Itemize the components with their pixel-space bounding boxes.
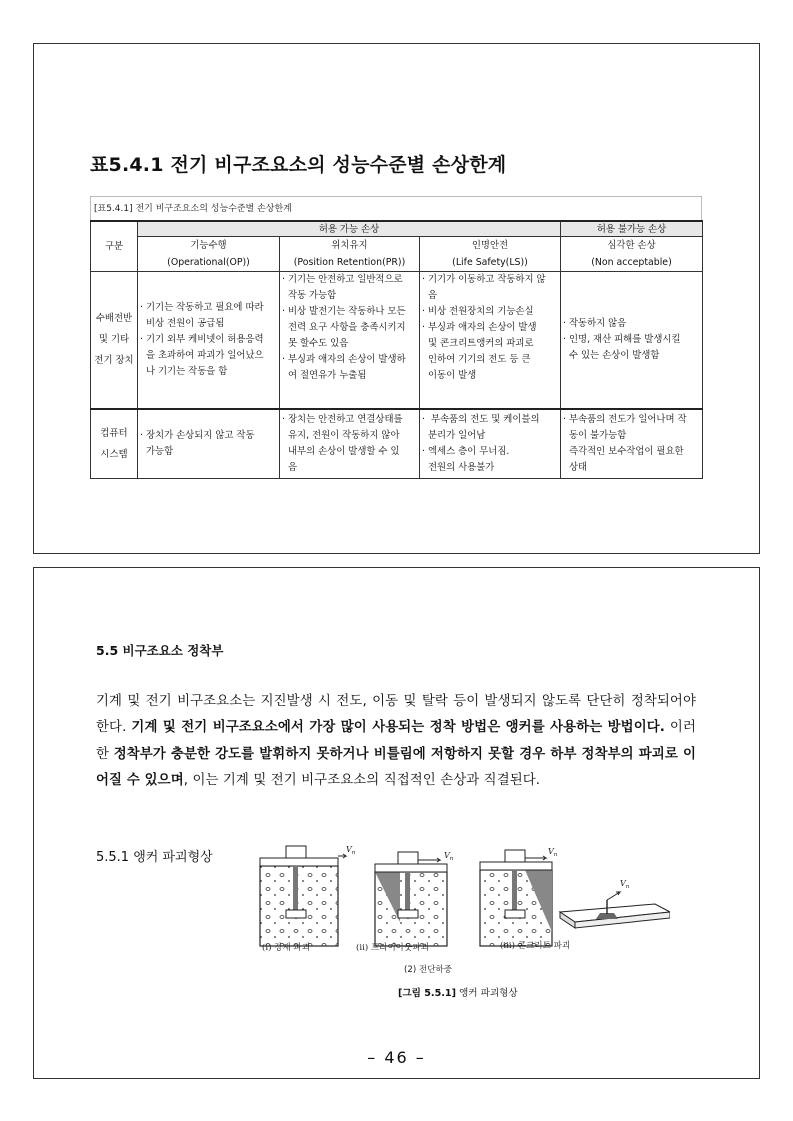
table-cell: · 기기는 안전하고 일반적으로 작동 가능함 · 비상 발전기는 작동하나 모든 전력 요구 사항을 충족시키지 못 할수도 있음 · 부싱과 애자의 손상이 발생하 여 절연유가 누출됨 [280,272,420,409]
pryout-failure-drawing [375,852,447,946]
table-cell: · 기기는 작동하고 필요에 따라 비상 전원이 공급됨 · 기기 외부 케비넷이 허용응력 을 초과하여 파괴가 일어났으 나 기기는 작동을 함 [138,272,280,409]
table-subheader-row [91,237,703,272]
table-cell: · 부속품의 전도가 일어나며 작 동이 불가능함 즉각적인 보수작업이 필요한 상태 [561,409,703,479]
table-cell: · 부속품의 전도 및 케이블의 분리가 일어남 · 엑세스 층이 무너짐. 전원의 사용불가 [420,409,561,479]
anchor-failure-figure [250,842,670,1002]
load-symbol-4: $V_n$ [620,879,630,890]
col-header-ls: 인명안전 (Life Safety(LS)) [420,237,561,272]
section-title: 표5.4.1 전기 비구조요소의 성능수준별 손상한계 [90,154,507,176]
table-cell: · 작동하지 않음 · 인명, 재산 피해를 발생시킬 수 있는 손상이 발생함 [561,272,703,409]
table-cell: · 장치가 손상되지 않고 작동 가능함 [138,409,280,479]
col-header-na: 심각한 손상 (Non acceptable) [561,237,703,272]
fig-label-steel: (i) 강재 파괴 [262,943,311,953]
fig-label-pryout: (ii) 프라이아웃파괴 [356,943,430,953]
table-header-row [91,221,703,237]
col-category-header: 구분 [91,221,138,272]
load-symbol-2: $V_n$ [444,851,454,862]
col-header-op: 기능수행 (Operational(OP)) [138,237,280,272]
table-caption: [표5.4.1] 전기 비구조요소의 성능수준별 손상한계 [90,196,702,220]
body-paragraph: 기계 및 전기 비구조요소는 지진발생 시 전도, 이동 및 탈락 등이 발생되지 않도록 단단히 정착되어야 한다. 기계 및 전기 비구조요소에서 가장 많이 사용되는 정착 방법은 앵커를 사용하는 방법이다. 이러한 정착부가 충분한 강도를 발휘하지 못하거나 비틀림에 저항하지 못할 경우 하부 정착부의 파괴로 이어질 수 있으며, 이는 기계 및 전기 비구조요소의 직접적인 손상과 직결된다. [96,694,696,789]
table-cell: · 기기가 이동하고 작동하지 않 음 · 비상 전원장치의 기능손실 · 부싱과 애자의 손상이 발생 및 콘크리트앵커의 파괴로 인하여 기기의 전도 등 큰 이동이 발생 [420,272,561,409]
fig-subtitle: (2) 전단하중 [404,965,453,975]
allowed-damage-header: 허용 가능 손상 [138,221,561,237]
row-category: 수배전반 및 기타 전기 장치 [91,272,138,409]
page-number: – 46 – [367,1048,426,1067]
damage-limit-table [90,196,702,479]
fig-label-concrete: (iii) 콘크리트 파괴 [500,941,571,951]
steel-failure-drawing [260,846,346,946]
col-header-pr: 위치유지 (Position Retention(PR)) [280,237,420,272]
not-allowed-damage-header: 허용 불가능 손상 [561,221,703,237]
section-5-5-title: 5.5 비구조요소 정착부 [96,643,224,658]
table-row [91,272,703,409]
concrete-failure-drawing [480,850,670,946]
table-cell: · 장치는 안전하고 연결상태를 유지, 전원이 작동하지 않아 내부의 손상이 발생할 수 있 음 [280,409,420,479]
subsection-title: 5.5.1 앵커 파괴형상 [96,850,213,865]
table-row [91,409,703,479]
load-symbol-1: $V_n$ [346,845,356,856]
load-symbol-3: $V_n$ [548,847,558,858]
row-category: 컴퓨터 시스템 [91,409,138,479]
figure-caption: [그림 5.5.1] 앵커 파괴형상 [398,988,518,999]
